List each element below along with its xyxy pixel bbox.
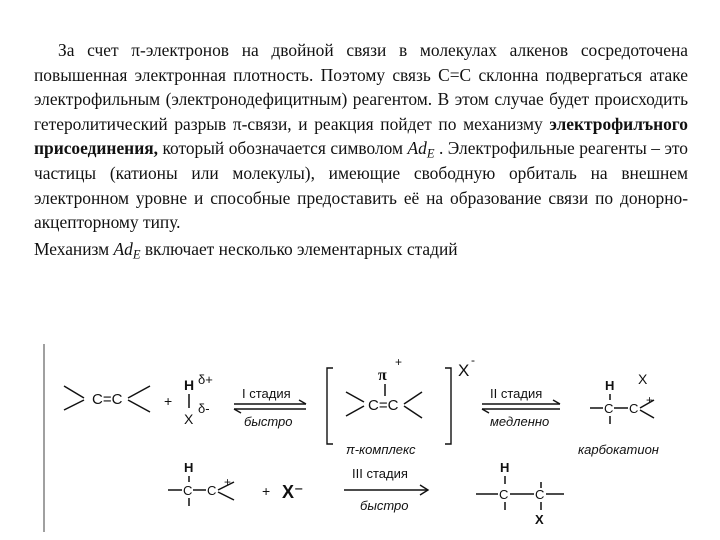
carbon-atom: C — [207, 483, 217, 498]
pi-complex-label: π-комплекс — [346, 442, 416, 457]
plus-sign: + — [164, 393, 173, 409]
x-atom: X — [458, 361, 470, 380]
pi-symbol: π — [131, 40, 141, 60]
carbocation-structure-2 — [168, 460, 234, 506]
stage2-speed: медленно — [490, 414, 550, 429]
paragraph-mechanism — [34, 237, 688, 262]
delta-plus: δ+ — [198, 372, 213, 387]
x-atom: X — [535, 512, 544, 527]
plus-sign: + — [395, 355, 403, 369]
text-run: который обозначается символом — [157, 138, 408, 159]
ade-symbol: Ad — [407, 138, 427, 159]
carbon-atom: C — [499, 487, 509, 502]
term-bold: электрофилъного присоединения, — [34, 113, 688, 159]
h-atom: H — [605, 378, 615, 393]
paragraph-intro — [34, 38, 688, 235]
h-atom: H — [184, 377, 195, 393]
plus-sign: + — [224, 475, 232, 489]
text-run: -электронов на двойной связи в молекулах алкенов сосредоточена повышенная электронная плотность. Поэтому связь С=С склонна подвергаться атаке электрофильным (электронодефицитным) реагентом. В этом случае будет происходить гетеролитический разрыв — [34, 40, 688, 134]
alkene-label: C=C — [92, 391, 123, 408]
text-run: . Электрофильные реагенты – это частицы (катионы или молекулы), имеющие свободную орбиталь на внешнем электронном уровне и способные предоставить её на образование связи по донорно-акцепторному типу. — [34, 138, 688, 233]
h-atom: H — [184, 460, 194, 475]
stage3-arrow — [344, 466, 428, 513]
ade-subscript: E — [132, 247, 141, 262]
text-run: Механизм — [34, 238, 114, 259]
text-block — [34, 38, 688, 261]
text-run: -связи, и реакция пойдет по механизму — [241, 113, 550, 134]
stage1-arrow — [234, 386, 306, 429]
plus-sign: + — [646, 393, 654, 407]
alkene-label: C=C — [368, 397, 399, 414]
reaction-scheme — [0, 340, 720, 540]
stage2-label: II стадия — [490, 386, 543, 401]
ade-symbol: Ad — [113, 238, 133, 259]
stage3-speed: быстро — [360, 498, 409, 513]
carbocation-label: карбокатион — [578, 442, 659, 457]
carbon-atom: C — [604, 401, 614, 416]
stage2-arrow — [482, 386, 560, 429]
x-atom: X — [638, 371, 648, 387]
plus-sign: + — [262, 483, 271, 499]
pi-symbol: π — [232, 113, 242, 134]
minus-sign: - — [471, 353, 475, 367]
x-atom: X — [184, 411, 194, 427]
text-run: За счет — [58, 40, 132, 60]
carbon-atom: C — [535, 487, 545, 502]
pi-complex — [327, 353, 475, 457]
product-structure — [476, 460, 564, 527]
hx-reagent — [184, 372, 213, 427]
alkene-structure — [64, 386, 150, 412]
carbon-atom: C — [183, 483, 193, 498]
delta-minus: δ- — [198, 401, 210, 416]
carbon-atom: C — [629, 401, 639, 416]
x-anion: X⁻ — [282, 482, 304, 502]
carbocation-structure — [578, 371, 659, 457]
ade-subscript: E — [426, 146, 435, 161]
stage3-label: III стадия — [352, 466, 408, 481]
stage1-label: I стадия — [242, 386, 291, 401]
h-atom: H — [500, 460, 510, 475]
text-run: включает несколько элементарных стадий — [140, 238, 458, 259]
stage1-speed: быстро — [244, 414, 293, 429]
pi-symbol: π — [378, 367, 387, 384]
